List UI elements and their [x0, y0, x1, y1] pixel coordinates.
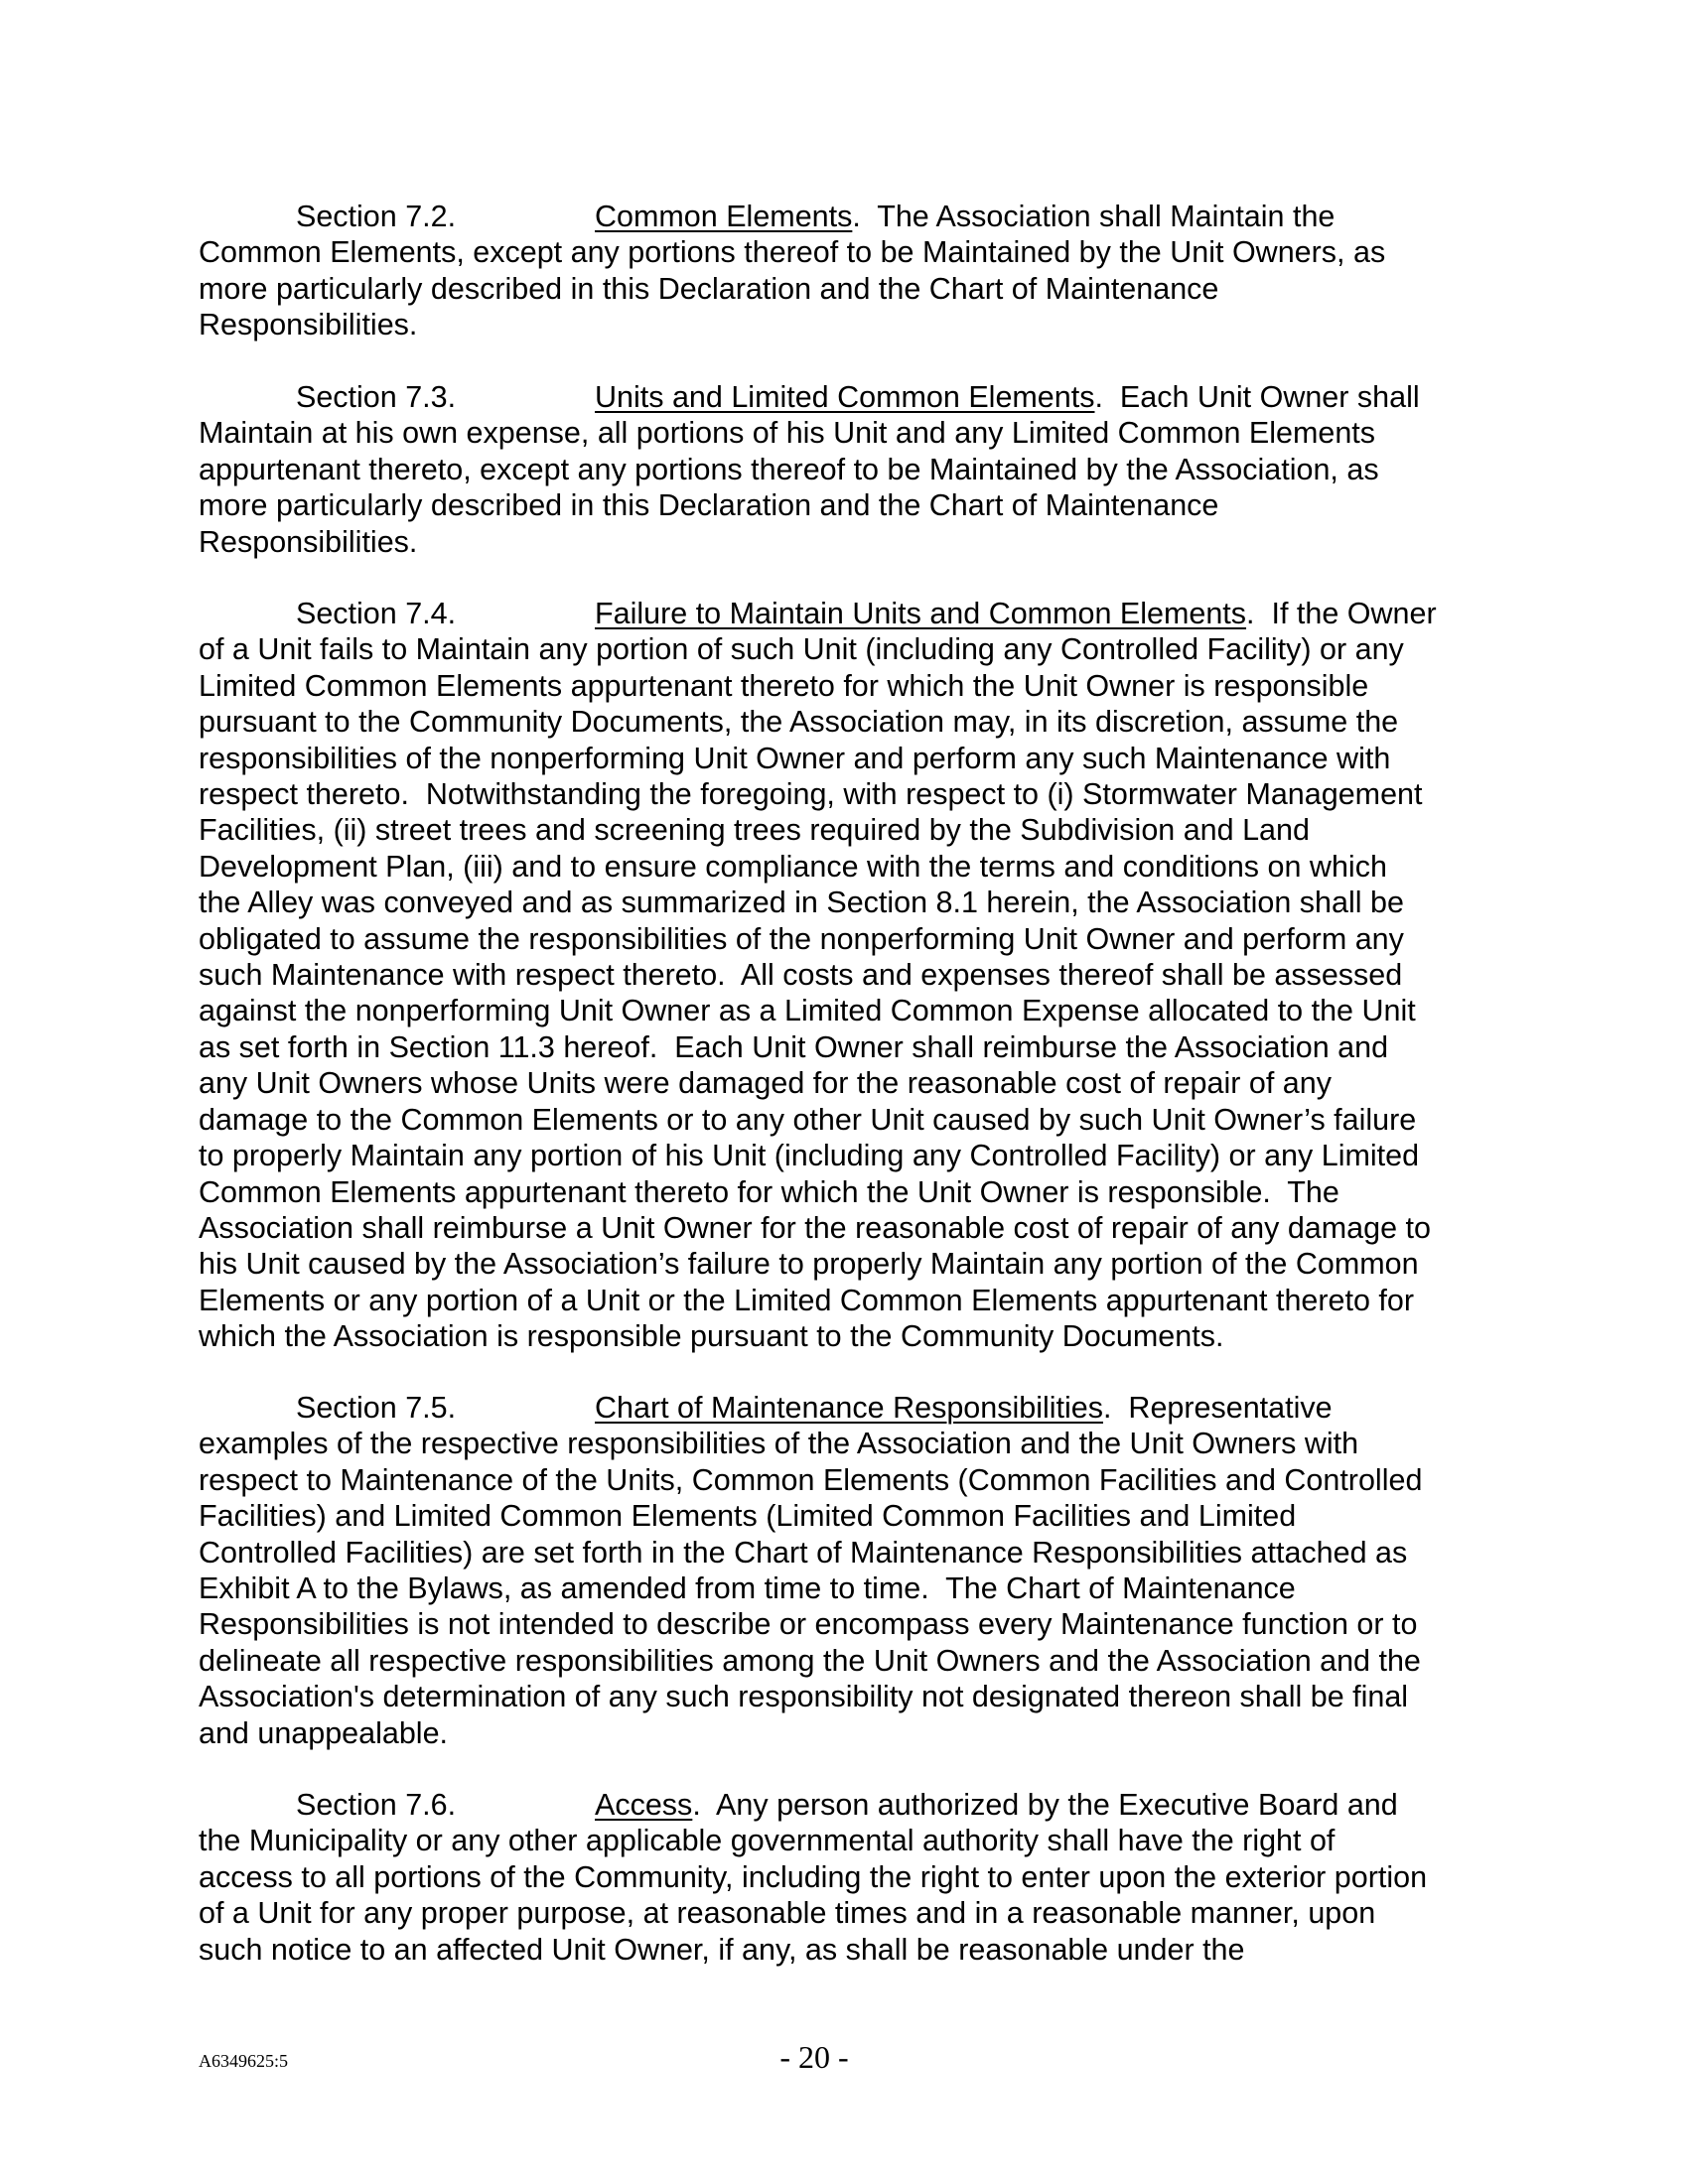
section-lead-text: . Each Unit Owner shall: [1094, 380, 1420, 414]
section-7-3: [199, 379, 1489, 560]
body-line: any Unit Owners whose Units were damaged for the reasonable cost of repair of any: [199, 1066, 1332, 1101]
section-heading: Access: [595, 1788, 693, 1822]
body-line: Controlled Facilities) are set forth in the Chart of Maintenance Responsibilities attached as: [199, 1535, 1408, 1570]
body-line: Association shall reimburse a Unit Owner for the reasonable cost of repair of any damage to: [199, 1210, 1431, 1245]
section-7-2: [199, 199, 1489, 343]
section-lead-text: . Representative: [1103, 1391, 1333, 1425]
body-line: his Unit caused by the Association’s failure to properly Maintain any portion of the Common: [199, 1247, 1419, 1282]
body-line: examples of the respective responsibilities of the Association and the Unit Owners with: [199, 1427, 1359, 1461]
section-heading: Common Elements: [595, 200, 853, 233]
section-lead-text: . Any person authorized by the Executive Board and: [692, 1788, 1398, 1822]
body-line: Association's determination of any such responsibility not designated thereon shall be final: [199, 1680, 1409, 1714]
section-7-5: [199, 1390, 1489, 1751]
body-line: Facilities) and Limited Common Elements (Limited Common Facilities and Limited: [199, 1499, 1297, 1534]
body-line: obligated to assume the responsibilities of the nonperforming Unit Owner and perform any: [199, 921, 1404, 956]
section-lead-text: . If the Owner: [1246, 597, 1437, 630]
body-line: Elements or any portion of a Unit or the Limited Common Elements appurtenant thereto for: [199, 1283, 1415, 1317]
body-line: the Alley was conveyed and as summarized in Section 8.1 herein, the Association shall be: [199, 886, 1404, 920]
body-line: Exhibit A to the Bylaws, as amended from time to time. The Chart of Maintenance: [199, 1571, 1296, 1606]
body-line: respect thereto. Notwithstanding the foregoing, with respect to (i) Stormwater Management: [199, 777, 1423, 812]
body-line: more particularly described in this Declaration and the Chart of Maintenance: [199, 488, 1219, 523]
body-line: against the nonperforming Unit Owner as a Limited Common Expense allocated to the Unit: [199, 994, 1416, 1028]
section-heading-line: [199, 1390, 1489, 1426]
body-line: Facilities, (ii) street trees and screening trees required by the Subdivision and Land: [199, 813, 1310, 848]
body-line: as set forth in Section 11.3 hereof. Each Unit Owner shall reimburse the Association and: [199, 1029, 1389, 1064]
body-line: Responsibilities.: [199, 308, 418, 342]
page-number: - 20 -: [779, 2039, 849, 2075]
body-line: Development Plan, (iii) and to ensure compliance with the terms and conditions on which: [199, 849, 1387, 884]
section-7-6: [199, 1787, 1489, 1968]
body-line: delineate all respective responsibilities among the Unit Owners and the Association and the: [199, 1643, 1421, 1678]
body-line: to properly Maintain any portion of his Unit (including any Controlled Facility) or any Limited: [199, 1139, 1420, 1173]
section-heading-line: [199, 379, 1489, 415]
body-line: respect to Maintenance of the Units, Common Elements (Common Facilities and Controlled: [199, 1462, 1423, 1497]
body-line: appurtenant thereto, except any portions thereof to be Maintained by the Association, as: [199, 452, 1379, 486]
body-line: responsibilities of the nonperforming Unit Owner and perform any such Maintenance with: [199, 741, 1391, 775]
section-heading-line: [199, 1787, 1489, 1823]
body-line: Responsibilities.: [199, 524, 418, 559]
section-number: Section 7.2.: [296, 200, 457, 233]
body-line: pursuant to the Community Documents, the Association may, in its discretion, assume the: [199, 705, 1399, 740]
body-line: access to all portions of the Community, including the right to enter upon the exterior portion: [199, 1859, 1428, 1894]
section-heading: Units and Limited Common Elements: [595, 380, 1095, 414]
body-line: the Municipality or any other applicable governmental authority shall have the right of: [199, 1824, 1336, 1858]
document-id: A6349625:5: [199, 2051, 288, 2071]
section-number: Section 7.5.: [296, 1391, 457, 1425]
body-line: damage to the Common Elements or to any other Unit caused by such Unit Owner’s failure: [199, 1102, 1417, 1137]
section-number: Section 7.4.: [296, 597, 457, 630]
body-line: of a Unit for any proper purpose, at reasonable times and in a reasonable manner, upon: [199, 1896, 1376, 1931]
body-line: of a Unit fails to Maintain any portion of such Unit (including any Controlled Facility) or any: [199, 632, 1404, 667]
section-lead-text: . The Association shall Maintain the: [852, 200, 1336, 233]
body-line: such notice to an affected Unit Owner, if any, as shall be reasonable under the: [199, 1932, 1245, 1967]
body-line: Responsibilities is not intended to describe or encompass every Maintenance function or to: [199, 1607, 1418, 1642]
section-heading: Failure to Maintain Units and Common Elements: [595, 597, 1247, 630]
body-line: more particularly described in this Declaration and the Chart of Maintenance: [199, 271, 1219, 306]
section-heading-line: [199, 596, 1489, 631]
section-number: Section 7.6.: [296, 1788, 457, 1822]
section-heading: Chart of Maintenance Responsibilities: [595, 1391, 1103, 1425]
body-line: such Maintenance with respect thereto. All costs and expenses thereof shall be assessed: [199, 958, 1403, 993]
body-line: Limited Common Elements appurtenant thereto for which the Unit Owner is responsible: [199, 668, 1369, 703]
section-7-4: [199, 596, 1489, 1355]
section-number: Section 7.3.: [296, 380, 457, 414]
body-line: Maintain at his own expense, all portions of his Unit and any Limited Common Elements: [199, 416, 1376, 451]
body-line: and unappealable.: [199, 1715, 449, 1750]
body-line: Common Elements, except any portions thereof to be Maintained by the Unit Owners, as: [199, 235, 1386, 270]
body-line: which the Association is responsible pursuant to the Community Documents.: [199, 1319, 1224, 1354]
section-heading-line: [199, 199, 1489, 234]
body-line: Common Elements appurtenant thereto for which the Unit Owner is responsible. The: [199, 1174, 1339, 1209]
